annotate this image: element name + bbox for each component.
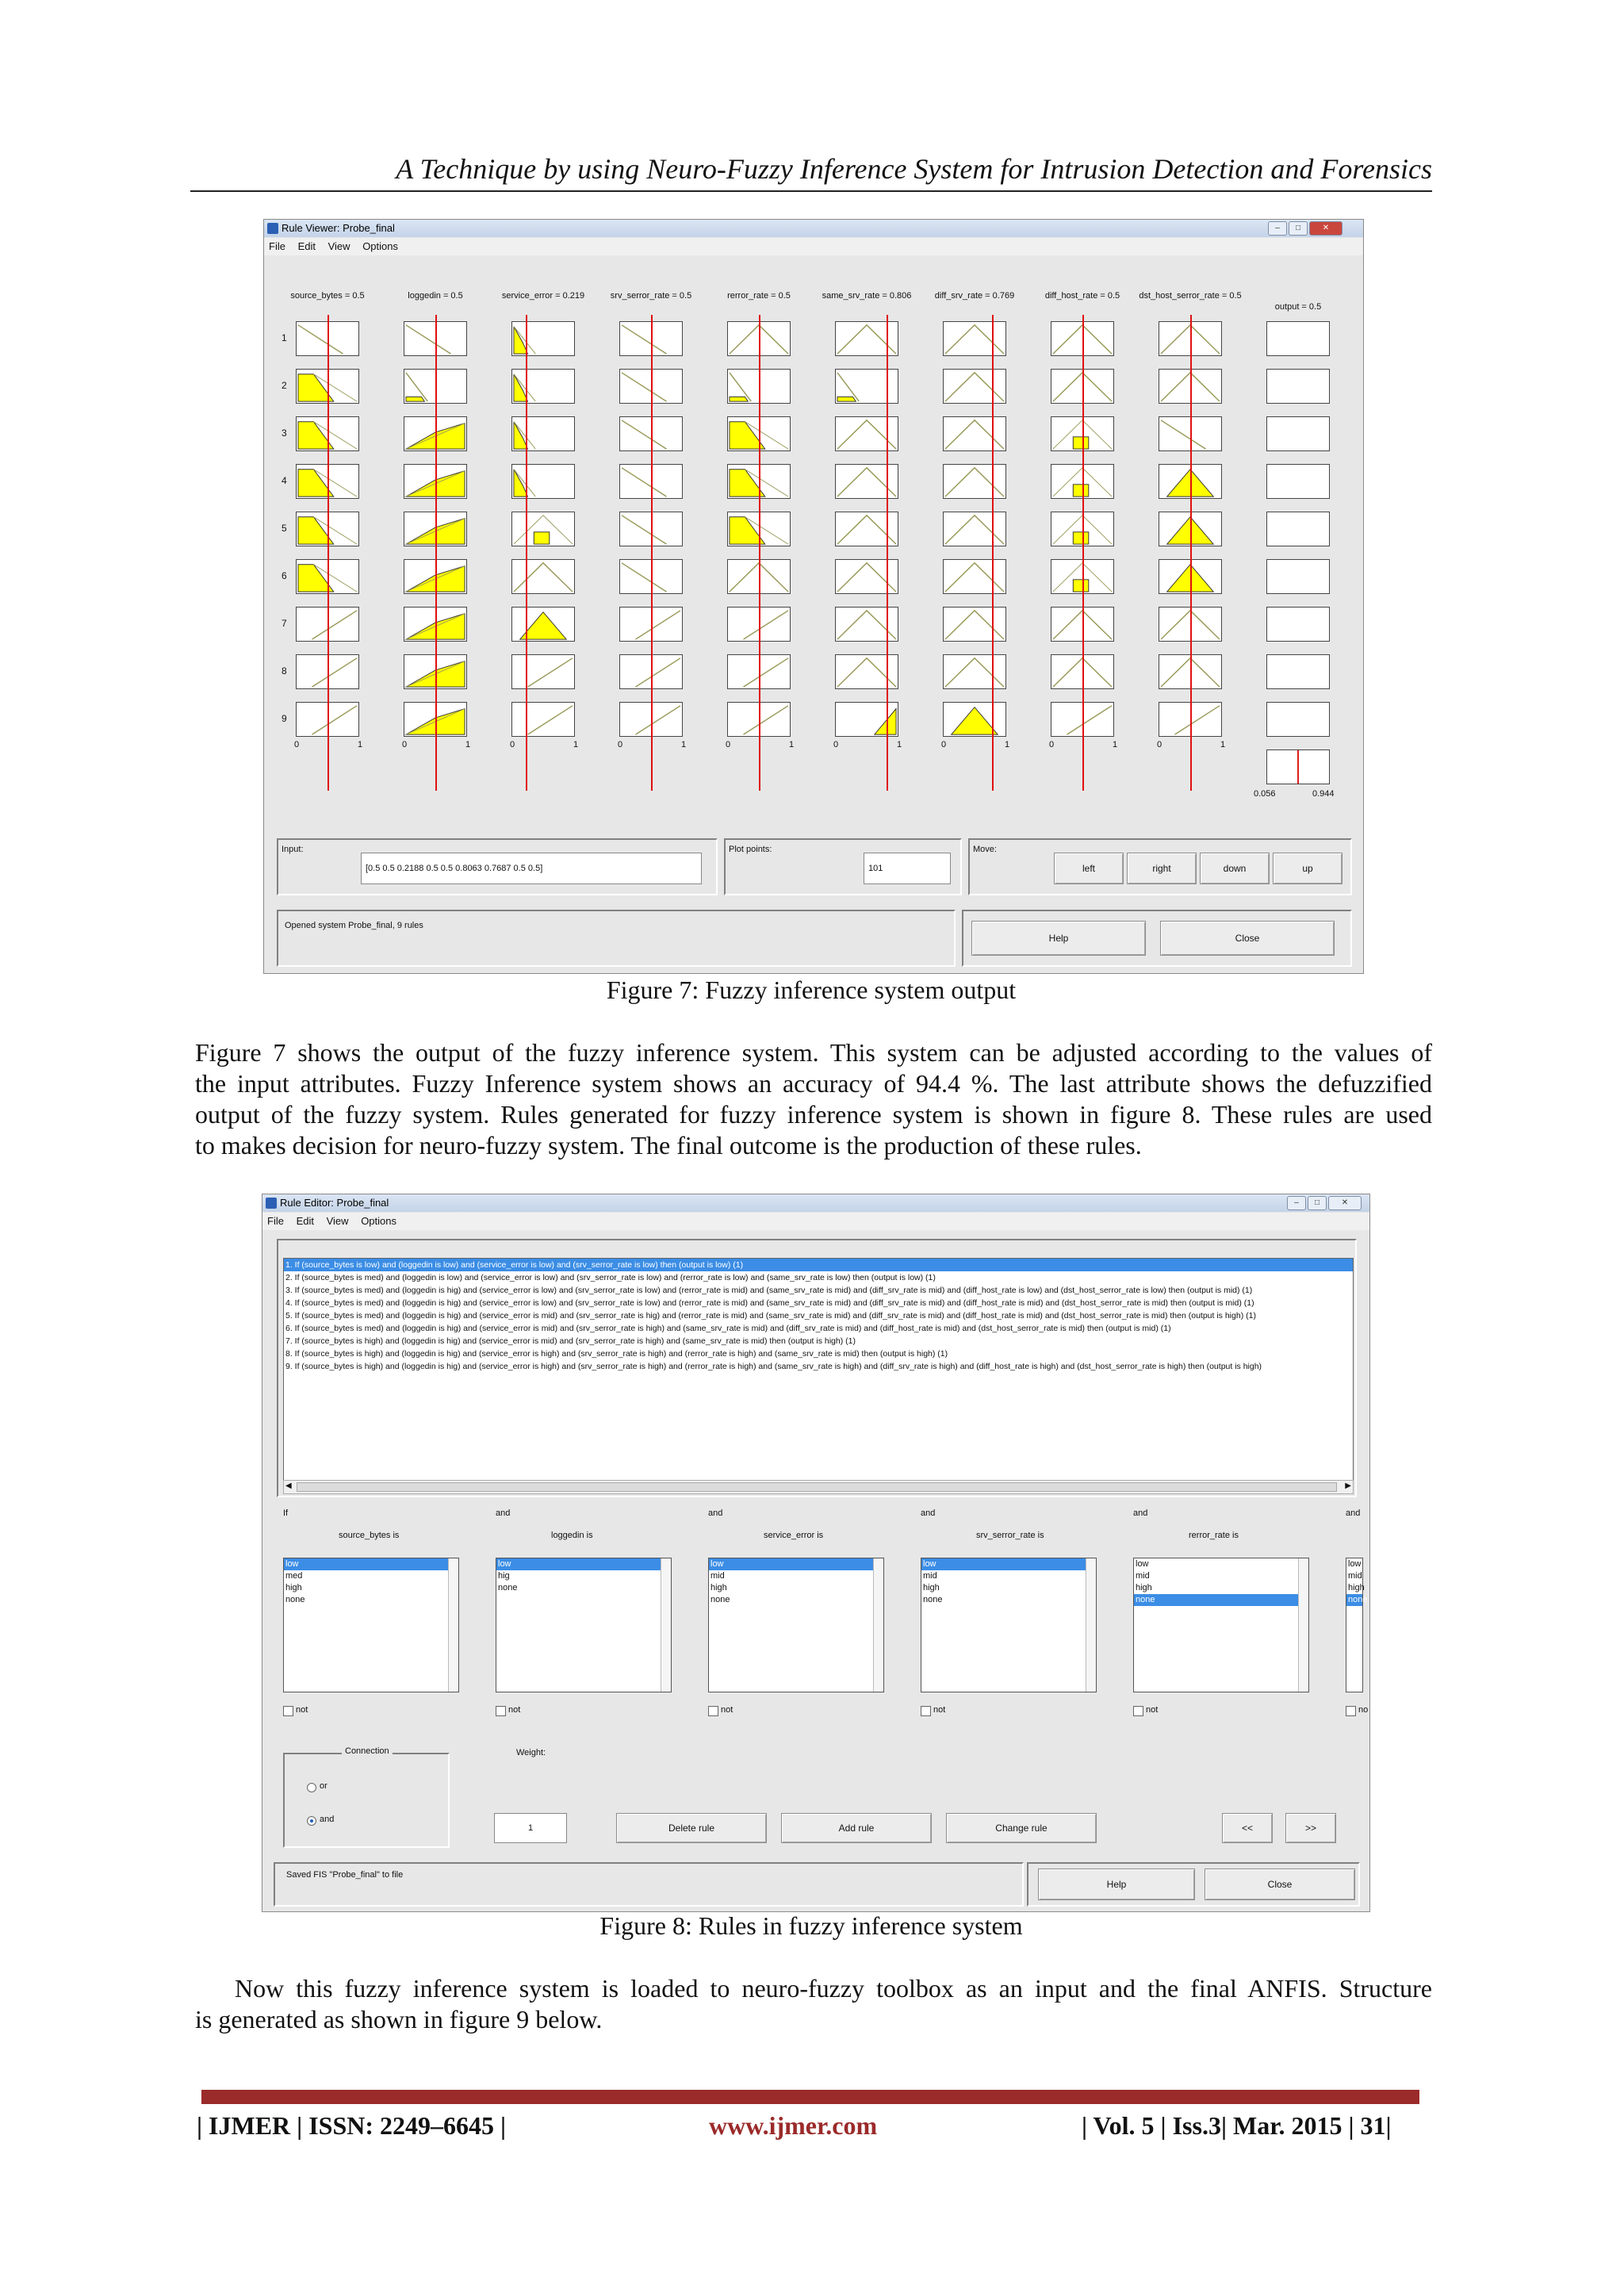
- axis-min-tick: 0: [402, 740, 408, 749]
- membership-plot: [943, 321, 1006, 356]
- listbox-option[interactable]: high: [1136, 1583, 1152, 1593]
- not-checkbox[interactable]: [283, 1706, 293, 1716]
- footer-website-link[interactable]: www.ijmer.com: [709, 2111, 878, 2140]
- listbox-option[interactable]: none: [1348, 1595, 1368, 1604]
- rule-item[interactable]: 8. If (source_bytes is high) and (loggedin is hig) and (service_error is high) and (srv_serror_rate is high) and (rerror_rate is high) and (same_srv_rate is mid) then (output is high) (1): [285, 1349, 948, 1359]
- input-variable-title: service_error = 0.219: [501, 291, 585, 301]
- header-rule: [190, 190, 1432, 192]
- connector-word: and: [1133, 1508, 1148, 1518]
- matlab-app-icon: [267, 223, 278, 234]
- paragraph-line: output of the fuzzy system. Rules generated for fuzzy inference system is shown in figure 8. These rules are used: [195, 1100, 1432, 1129]
- axis-min-tick: 0: [1049, 740, 1055, 749]
- change-rule-button[interactable]: Change rule: [946, 1813, 1097, 1843]
- connector-word: and: [496, 1508, 511, 1518]
- footer-journal: | IJMER | ISSN: 2249–6645 |: [197, 2111, 507, 2140]
- not-checkbox[interactable]: [1346, 1706, 1356, 1716]
- rule-item[interactable]: 3. If (source_bytes is med) and (loggedin is hig) and (service_error is low) and (srv_serror_rate is low) and (rerror_rate is mid) and (same_srv_rate is mid) and (diff_srv_rate is mid) and (diff_host_rate is low) and (dst_host_serror_rate is low) then (output is mid) (1): [285, 1286, 1253, 1295]
- input-value-line[interactable]: [435, 315, 437, 791]
- menu-options[interactable]: Options: [362, 240, 398, 252]
- or-label: or: [320, 1781, 327, 1791]
- listbox-option[interactable]: med: [285, 1571, 303, 1581]
- membership-listbox[interactable]: [1346, 1558, 1368, 1692]
- move-up-button[interactable]: up: [1273, 853, 1342, 884]
- window-title: Rule Editor: Probe_final: [280, 1197, 389, 1209]
- menu-file[interactable]: File: [269, 240, 285, 252]
- membership-plot: [943, 702, 1006, 737]
- axis-max-tick: 1: [1005, 740, 1010, 749]
- rule-row-number: 6: [282, 570, 287, 581]
- output-plot: [1266, 702, 1330, 737]
- membership-plot: [943, 369, 1006, 404]
- scroll-right-icon[interactable]: ▶: [1345, 1481, 1351, 1490]
- axis-min-tick: 0: [1157, 740, 1162, 749]
- listbox-scrollbar[interactable]: [1298, 1558, 1308, 1692]
- membership-plot: [511, 512, 575, 546]
- input-panel: [277, 838, 718, 895]
- rule-item[interactable]: 4. If (source_bytes is med) and (loggedin is hig) and (service_error is low) and (srv_serror_rate is low) and (rerror_rate is mid) and (same_srv_rate is mid) and (diff_srv_rate is mid) and (diff_host_rate is mid) and (dst_host_serror_rate is mid) then (output is mid) (1): [285, 1298, 1254, 1308]
- not-checkbox[interactable]: [1133, 1706, 1143, 1716]
- rule-lines: [284, 1259, 1353, 1373]
- rule-viewer-window: [263, 219, 1364, 974]
- weight-field[interactable]: 1: [494, 1813, 567, 1843]
- output-range-min: 0.056: [1254, 789, 1276, 799]
- delete-rule-button[interactable]: Delete rule: [616, 1813, 767, 1843]
- axis-min-tick: 0: [833, 740, 839, 749]
- listbox-option[interactable]: high: [285, 1583, 302, 1593]
- membership-plot: [835, 369, 898, 404]
- input-variable-title: source_bytes = 0.5: [290, 291, 365, 301]
- paragraph-line: to makes decision for neuro-fuzzy system. The final outcome is the production of these rules.: [195, 1131, 1142, 1159]
- rule-row-number: 3: [282, 427, 287, 439]
- membership-plot: [835, 654, 898, 689]
- add-rule-button[interactable]: Add rule: [781, 1813, 932, 1843]
- connection-label: Connection: [342, 1746, 393, 1756]
- connection-panel: [283, 1746, 450, 1848]
- listbox-option[interactable]: none: [1134, 1594, 1308, 1606]
- paragraph-line: the input attributes. Fuzzy Inference system shows an accuracy of 94.4 %. The last attribute shows the defuzzified: [195, 1069, 1432, 1098]
- window-title: Rule Viewer: Probe_final: [282, 222, 395, 234]
- membership-plot: [511, 607, 575, 642]
- paragraph-line: Figure 7 shows the output of the fuzzy inference system. This system can be adjusted according to the values of: [195, 1038, 1432, 1067]
- axis-min-tick: 0: [726, 740, 731, 749]
- close-button[interactable]: Close: [1205, 1869, 1355, 1900]
- previous-rule-button[interactable]: <<: [1222, 1813, 1273, 1843]
- status-text: Opened system Probe_final, 9 rules: [285, 921, 423, 930]
- listbox-scrollbar[interactable]: [661, 1558, 671, 1692]
- input-variable-title: loggedin = 0.5: [408, 291, 463, 301]
- listbox-option[interactable]: low: [709, 1558, 883, 1570]
- listbox-scrollbar[interactable]: [448, 1558, 458, 1692]
- output-variable-title: output = 0.5: [1274, 302, 1322, 312]
- output-plot: [1266, 607, 1330, 642]
- menu-edit[interactable]: Edit: [296, 1215, 314, 1227]
- output-plot: [1266, 559, 1330, 594]
- input-label: Input:: [282, 845, 304, 854]
- input-value-line[interactable]: [887, 315, 888, 791]
- footer-volume: | Vol. 5 | Iss.3| Mar. 2015 | 31|: [1082, 2111, 1392, 2140]
- not-label: not: [508, 1705, 521, 1715]
- scrollbar-thumb[interactable]: [297, 1482, 1337, 1492]
- variable-title: loggedin is: [551, 1531, 593, 1540]
- minimize-icon[interactable]: –: [1287, 1196, 1306, 1210]
- maximize-icon[interactable]: □: [1308, 1196, 1327, 1210]
- input-variable-title: dst_host_serror_rate = 0.5: [1139, 291, 1242, 301]
- listbox-option[interactable]: none: [710, 1595, 730, 1604]
- axis-min-tick: 0: [510, 740, 515, 749]
- plot-points-field[interactable]: 101: [864, 853, 951, 884]
- connector-word: and: [921, 1508, 936, 1518]
- close-icon[interactable]: ✕: [1328, 1196, 1362, 1210]
- rule-row-number: 8: [282, 665, 287, 677]
- help-close-panel: [1027, 1862, 1360, 1907]
- listbox-option[interactable]: none: [285, 1595, 305, 1604]
- not-label: no: [1358, 1705, 1369, 1715]
- membership-plot: [835, 607, 898, 642]
- membership-plot: [511, 369, 575, 404]
- status-panel: [274, 1862, 1024, 1907]
- membership-plot: [943, 559, 1006, 594]
- variable-title: rerror_rate is: [1189, 1531, 1239, 1540]
- input-value-line[interactable]: [526, 315, 527, 791]
- listbox-option[interactable]: low: [921, 1558, 1096, 1570]
- membership-listbox[interactable]: [921, 1558, 1097, 1692]
- rule-row-number: 9: [282, 713, 287, 724]
- listbox-option[interactable]: high: [1348, 1583, 1365, 1593]
- menu-edit[interactable]: Edit: [297, 240, 316, 252]
- input-vector-field[interactable]: [0.5 0.5 0.2188 0.5 0.5 0.8063 0.7687 0.5 0.5]: [361, 853, 702, 884]
- membership-plot: [943, 512, 1006, 546]
- plot-points-panel: [724, 838, 962, 895]
- membership-plot: [511, 416, 575, 451]
- membership-plot: [511, 464, 575, 499]
- move-left-button[interactable]: left: [1054, 853, 1124, 884]
- figure8-caption: Figure 8: Rules in fuzzy inference system: [599, 1911, 1023, 1940]
- axis-min-tick: 0: [294, 740, 300, 749]
- rule-item[interactable]: 2. If (source_bytes is med) and (loggedin is low) and (service_error is low) and (srv_serror_rate is low) and (rerror_rate is low) and (same_srv_rate is low) then (output is low) (1): [285, 1273, 936, 1282]
- axis-max-tick: 1: [1113, 740, 1118, 749]
- listbox-option[interactable]: low: [1136, 1559, 1149, 1569]
- title-bar: [264, 220, 1363, 237]
- listbox-scrollbar[interactable]: [1086, 1558, 1096, 1692]
- not-label: not: [933, 1705, 946, 1715]
- membership-plot: [835, 416, 898, 451]
- figure7-caption: Figure 7: Fuzzy inference system output: [606, 976, 1017, 1004]
- listbox-option[interactable]: high: [923, 1583, 940, 1593]
- minimize-icon[interactable]: –: [1268, 221, 1287, 236]
- rule-item[interactable]: 6. If (source_bytes is med) and (loggedin is hig) and (service_error is mid) and (srv_serror_rate is high) and (same_srv_rate is mid) and (diff_srv_rate is mid) and (diff_host_rate is mid) and (dst_host_serror_rate is mid) then (output is mid) (1): [285, 1324, 1171, 1333]
- help-close-panel: [962, 910, 1352, 967]
- output-plot: [1266, 654, 1330, 689]
- input-value-line[interactable]: [1190, 315, 1192, 791]
- and-radio[interactable]: [307, 1816, 316, 1826]
- output-plot: [1266, 369, 1330, 404]
- membership-listbox[interactable]: [708, 1558, 884, 1692]
- close-button[interactable]: Close: [1160, 921, 1335, 956]
- listbox-option[interactable]: low: [496, 1558, 671, 1570]
- scroll-left-icon[interactable]: ◀: [285, 1481, 292, 1490]
- rule-row-number: 2: [282, 380, 287, 391]
- not-label: not: [296, 1705, 308, 1715]
- move-down-button[interactable]: down: [1200, 853, 1270, 884]
- and-label: and: [320, 1815, 335, 1824]
- listbox-scrollbar[interactable]: [873, 1558, 883, 1692]
- paragraph-1: [195, 1037, 1432, 1161]
- move-right-button[interactable]: right: [1127, 853, 1197, 884]
- listbox-option[interactable]: none: [923, 1595, 943, 1604]
- next-rule-button[interactable]: >>: [1285, 1813, 1336, 1843]
- connector-word: If: [283, 1508, 289, 1518]
- output-plot: [1266, 321, 1330, 356]
- rule-item[interactable]: 5. If (source_bytes is med) and (loggedin is hig) and (service_error is mid) and (srv_serror_rate is hig) and (rerror_rate is mid) and (same_srv_rate is mid) and (diff_srv_rate is mid) and (diff_host_rate is mid) and (dst_host_serror_rate is mid) then (output is high) (1): [285, 1311, 1256, 1320]
- menu-bar: [264, 238, 1363, 255]
- input-variable-title: same_srv_rate = 0.806: [822, 291, 912, 301]
- rule-item[interactable]: 7. If (source_bytes is high) and (loggedin is hig) and (service_error is mid) and (srv_serror_rate is high) and (same_srv_rate is mid) then (output is high) (1): [285, 1336, 856, 1346]
- input-value-line[interactable]: [327, 315, 329, 791]
- not-label: not: [1146, 1705, 1159, 1715]
- rule-item[interactable]: 1. If (source_bytes is low) and (loggedin is low) and (service_error is low) and (srv_serror_rate is low) then (output is low) (1): [284, 1259, 1353, 1271]
- connector-word: and: [708, 1508, 723, 1518]
- membership-plot: [943, 416, 1006, 451]
- not-checkbox[interactable]: [496, 1706, 506, 1716]
- listbox-option[interactable]: high: [710, 1583, 727, 1593]
- menu-view[interactable]: View: [326, 1215, 349, 1227]
- variable-title: srv_serror_rate is: [976, 1531, 1044, 1540]
- horizontal-scrollbar[interactable]: [283, 1480, 1354, 1494]
- not-checkbox[interactable]: [921, 1706, 931, 1716]
- rule-row-number: 4: [282, 475, 287, 486]
- aggregated-output-plot: [1266, 749, 1330, 784]
- axis-max-tick: 1: [1220, 740, 1226, 749]
- listbox-option[interactable]: mid: [1136, 1571, 1150, 1581]
- not-label: not: [721, 1705, 733, 1715]
- listbox-option[interactable]: none: [498, 1583, 518, 1593]
- membership-plot: [943, 607, 1006, 642]
- variable-title: service_error is: [764, 1531, 824, 1540]
- menu-options[interactable]: Options: [361, 1215, 396, 1227]
- input-value-line[interactable]: [759, 315, 760, 791]
- input-variable-title: diff_srv_rate = 0.769: [934, 291, 1015, 301]
- input-value-line[interactable]: [651, 315, 653, 791]
- paragraph-line: is generated as shown in figure 9 below.: [195, 2005, 603, 2033]
- rule-editor-window: [262, 1194, 1370, 1912]
- maximize-icon[interactable]: □: [1289, 221, 1308, 236]
- output-range-max: 0.944: [1312, 789, 1335, 799]
- axis-max-tick: 1: [573, 740, 579, 749]
- rule-list[interactable]: [283, 1258, 1354, 1486]
- membership-plot: [943, 654, 1006, 689]
- membership-plot: [511, 654, 575, 689]
- listbox-option[interactable]: mid: [710, 1571, 725, 1581]
- axis-max-tick: 1: [681, 740, 687, 749]
- membership-plot: [835, 464, 898, 499]
- or-radio[interactable]: [307, 1783, 316, 1792]
- title-bar: [262, 1194, 1369, 1212]
- output-plot: [1266, 512, 1330, 546]
- status-panel: [277, 910, 956, 967]
- running-head: A Technique by using Neuro-Fuzzy Inference System for Intrusion Detection and Forensics: [396, 153, 1432, 185]
- axis-max-tick: 1: [465, 740, 471, 749]
- menu-view[interactable]: View: [327, 240, 350, 252]
- input-variable-title: srv_serror_rate = 0.5: [610, 291, 692, 301]
- axis-max-tick: 1: [358, 740, 363, 749]
- move-label: Move:: [973, 845, 997, 854]
- output-plot: [1266, 416, 1330, 451]
- input-variable-title: rerror_rate = 0.5: [727, 291, 791, 301]
- membership-listbox[interactable]: [496, 1558, 672, 1692]
- membership-plot: [511, 559, 575, 594]
- axis-min-tick: 0: [618, 740, 623, 749]
- not-checkbox[interactable]: [708, 1706, 718, 1716]
- membership-plot: [835, 702, 898, 737]
- help-button[interactable]: Help: [1038, 1869, 1195, 1900]
- move-panel: [968, 838, 1352, 895]
- membership-plot: [943, 464, 1006, 499]
- axis-min-tick: 0: [941, 740, 947, 749]
- listbox-option[interactable]: mid: [1348, 1571, 1362, 1581]
- connector-word: and: [1346, 1508, 1361, 1518]
- membership-plot: [511, 702, 575, 737]
- listbox-option[interactable]: low: [284, 1558, 458, 1570]
- axis-max-tick: 1: [897, 740, 902, 749]
- axis-max-tick: 1: [789, 740, 795, 749]
- membership-plot: [835, 321, 898, 356]
- rule-row-number: 5: [282, 523, 287, 534]
- input-variable-title: diff_host_rate = 0.5: [1044, 291, 1120, 301]
- membership-listbox[interactable]: [1133, 1558, 1309, 1692]
- membership-listbox[interactable]: [283, 1558, 459, 1692]
- membership-plot: [835, 512, 898, 546]
- weight-label: Weight:: [516, 1748, 546, 1757]
- rule-row-number: 7: [282, 618, 287, 629]
- paragraph-line: Now this fuzzy inference system is loaded to neuro-fuzzy toolbox as an input and the final ANFIS. Structure: [235, 1974, 1432, 2003]
- status-text: Saved FIS "Probe_final" to file: [286, 1870, 404, 1880]
- footer-rule: [201, 2090, 1419, 2104]
- listbox-option[interactable]: hig: [498, 1571, 510, 1581]
- listbox-option[interactable]: mid: [923, 1571, 937, 1581]
- matlab-app-icon: [266, 1198, 277, 1209]
- menu-file[interactable]: File: [267, 1215, 284, 1227]
- listbox-option[interactable]: low: [1348, 1559, 1362, 1569]
- rule-item[interactable]: 9. If (source_bytes is high) and (loggedin is hig) and (service_error is high) and (srv_serror_rate is high) and (rerror_rate is high) and (same_srv_rate is high) and (diff_srv_rate is high) and (diff_host_rate is high) and (dst_host_serror_rate is high) then (output is high): [285, 1362, 1262, 1371]
- menu-bar: [262, 1213, 1369, 1230]
- help-button[interactable]: Help: [971, 921, 1146, 956]
- close-icon[interactable]: ✕: [1309, 221, 1342, 236]
- input-value-line[interactable]: [1082, 315, 1084, 791]
- rule-row-number: 1: [282, 332, 287, 343]
- output-plot: [1266, 464, 1330, 499]
- paragraph-2: [195, 1973, 1432, 2035]
- membership-plot: [835, 559, 898, 594]
- variable-title: source_bytes is: [339, 1531, 400, 1540]
- plot-points-label: Plot points:: [729, 845, 772, 854]
- input-value-line[interactable]: [992, 315, 994, 791]
- membership-plot: [511, 321, 575, 356]
